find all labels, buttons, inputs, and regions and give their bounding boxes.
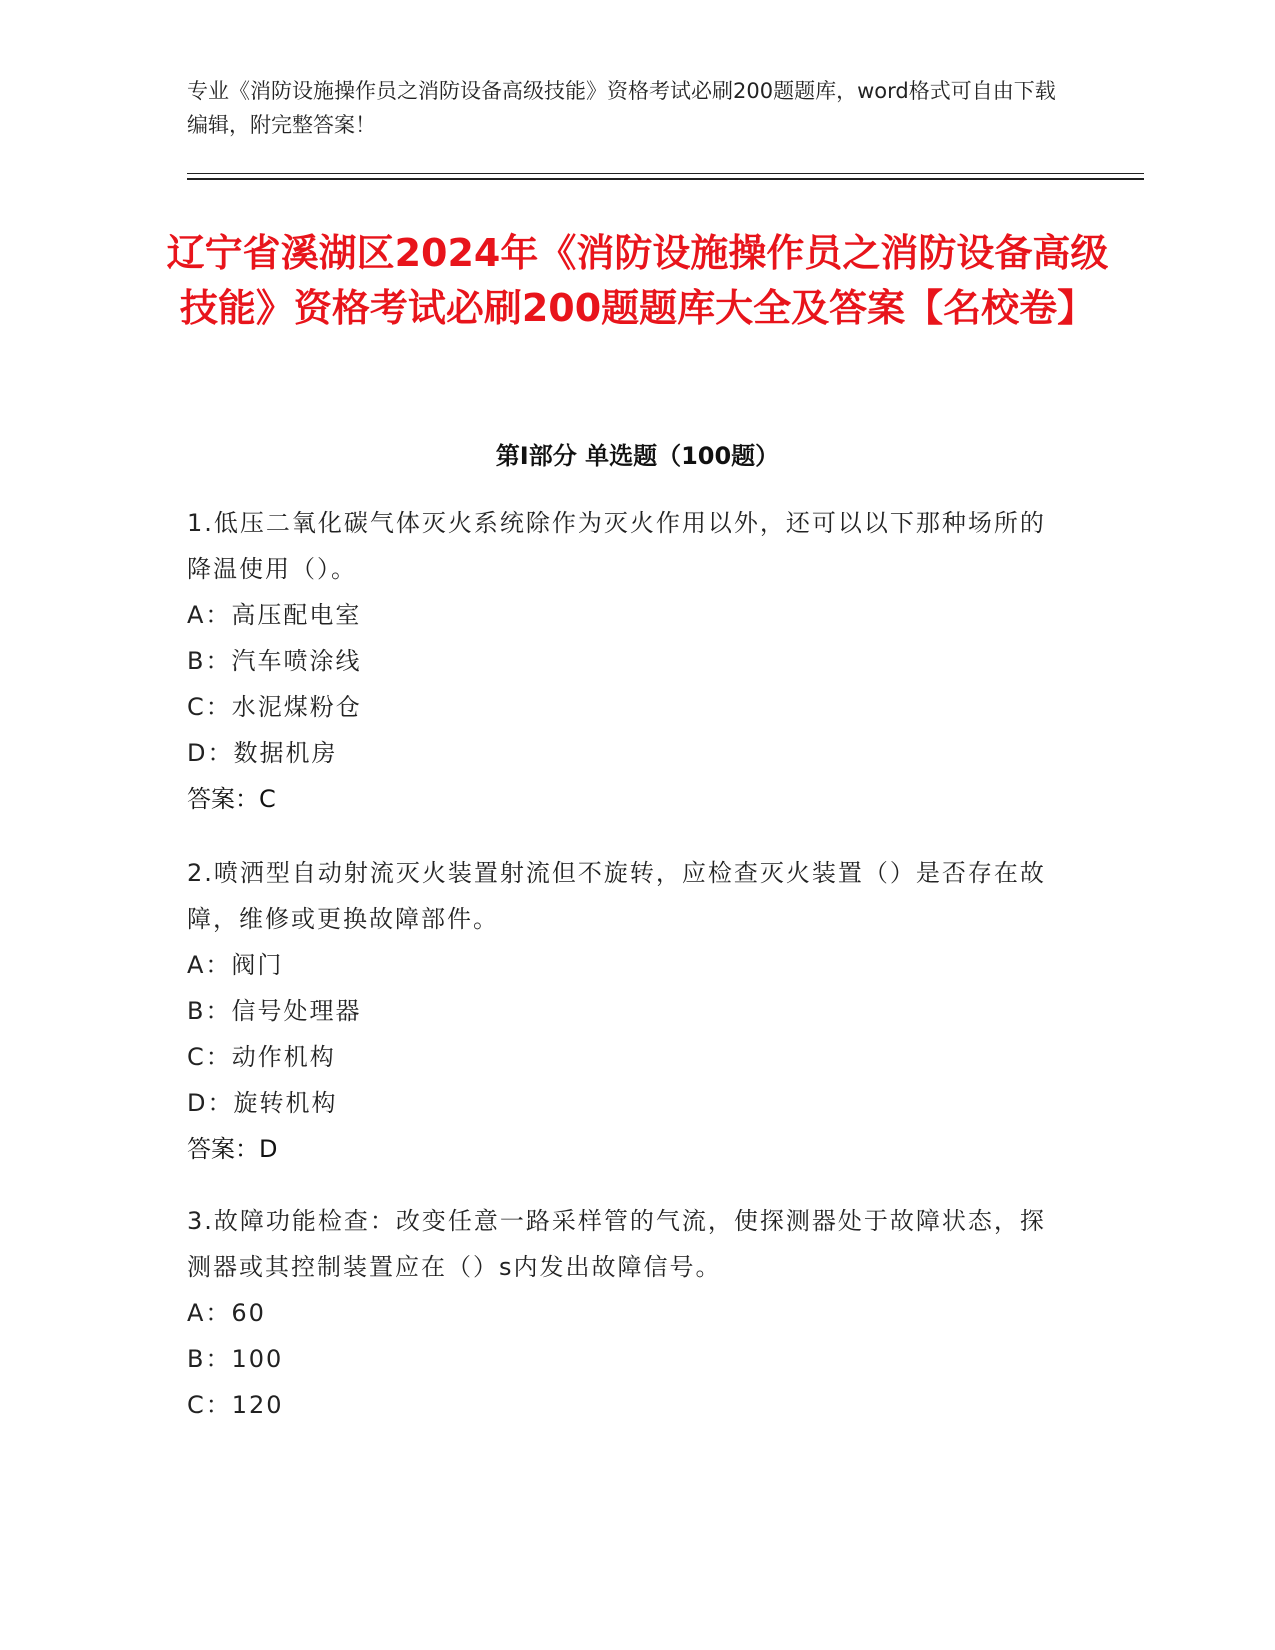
- option-c: C：120: [187, 1391, 284, 1419]
- document-title: 辽宁省溪湖区2024年《消防设施操作员之消防设备高级技能》资格考试必刷200题题库大全及答案【名校卷】: [166, 231, 1109, 330]
- header-note: 专业《消防设施操作员之消防设备高级技能》资格考试必刷200题题库，word格式可自由下载编辑，附完整答案！: [187, 79, 1056, 137]
- option-b: B：100: [187, 1345, 284, 1373]
- option-d: D：旋转机构: [187, 1089, 338, 1117]
- section-title: 第Ⅰ部分 单选题（100题）: [495, 442, 780, 470]
- header-divider-thick: [187, 178, 1144, 180]
- answer: 答案：C: [187, 785, 276, 813]
- option-b: B：汽车喷涂线: [187, 647, 362, 675]
- option-a: A：高压配电室: [187, 601, 362, 629]
- question-2: [187, 850, 1067, 1172]
- option-d: D：数据机房: [187, 739, 338, 767]
- option-a: A：阀门: [187, 951, 284, 979]
- option-a: A：60: [187, 1299, 266, 1327]
- question-3: [187, 1198, 1067, 1428]
- header-divider-thin: [187, 173, 1144, 174]
- question-stem: 3.故障功能检查：改变任意一路采样管的气流，使探测器处于故障状态，探测器或其控制装置应在（）s内发出故障信号。: [187, 1207, 1046, 1281]
- question-1: [187, 500, 1067, 822]
- answer: 答案：D: [187, 1135, 278, 1163]
- option-c: C：动作机构: [187, 1043, 336, 1071]
- question-stem: 2.喷洒型自动射流灭火装置射流但不旋转，应检查灭火装置（）是否存在故障，维修或更换故障部件。: [187, 859, 1046, 933]
- option-b: B：信号处理器: [187, 997, 362, 1025]
- option-c: C：水泥煤粉仓: [187, 693, 362, 721]
- question-stem: 1.低压二氧化碳气体灭火系统除作为灭火作用以外，还可以以下那种场所的降温使用（）。: [187, 509, 1046, 583]
